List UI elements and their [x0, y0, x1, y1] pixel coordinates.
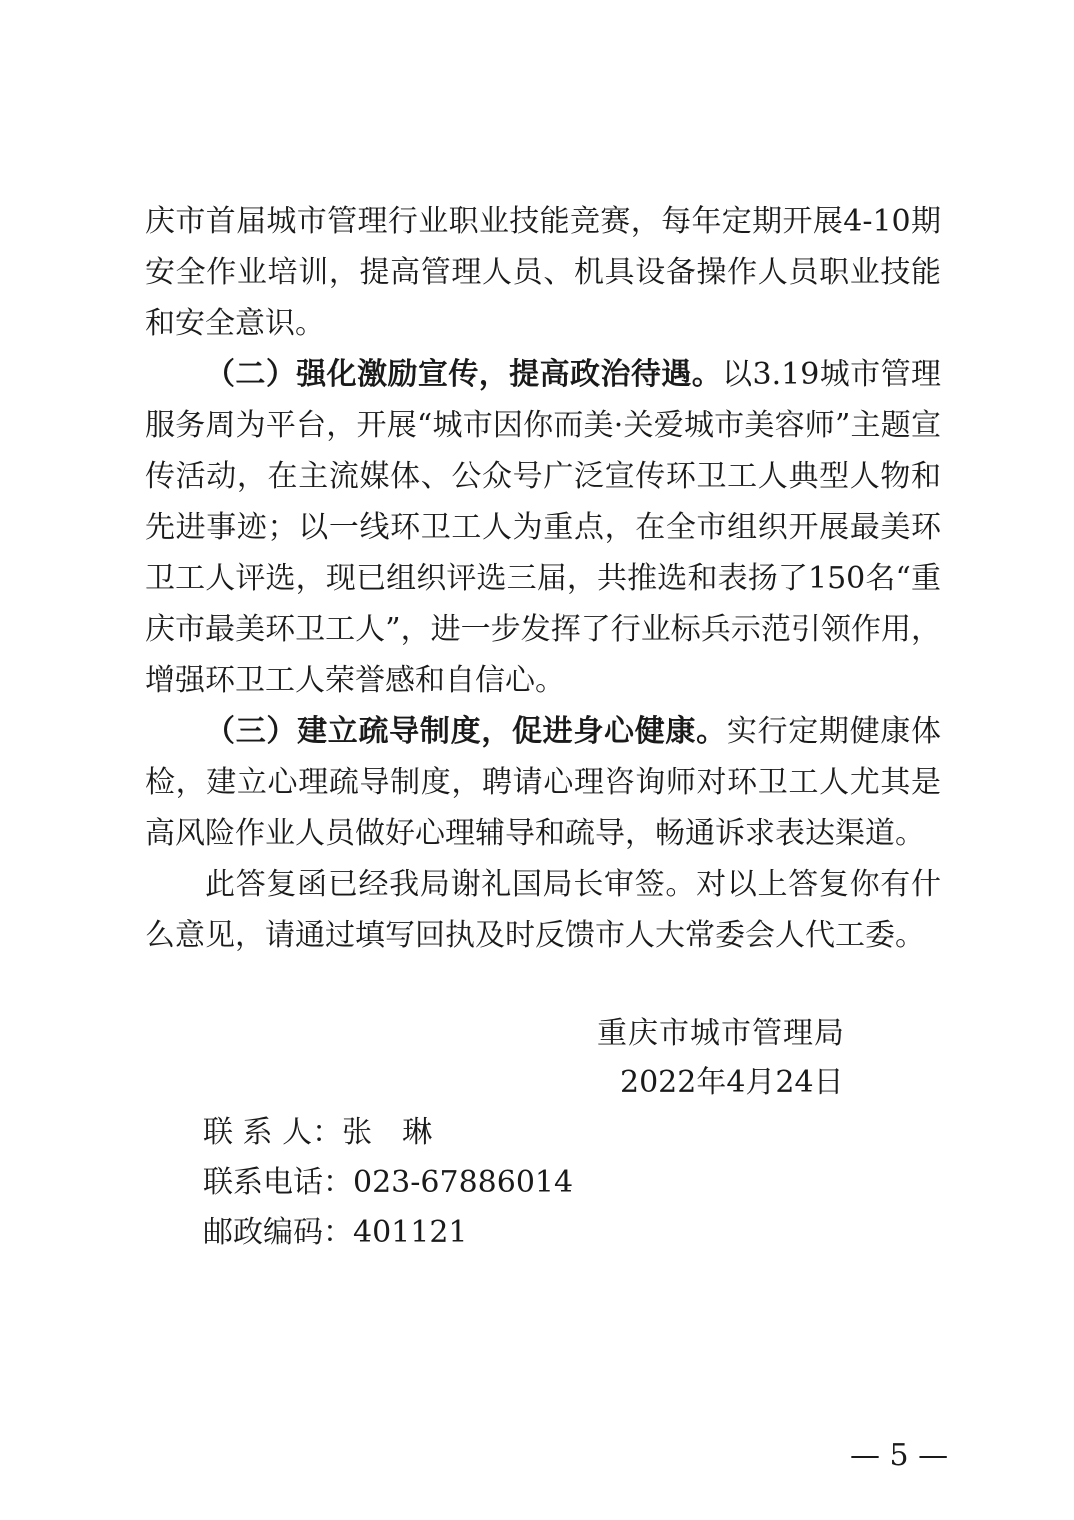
letter-body: [145, 196, 941, 961]
paragraph-counseling-text: 实行定期健康体检，建立心理疏导制度，聘请心理咨询师对环卫工人尤其是高风险作业人员做好心理辅导和疏导，畅通诉求表达渠道。: [145, 714, 942, 851]
paragraph-counseling: [145, 706, 941, 859]
paragraph-counseling-heading: （三）建立疏导制度，促进身心健康。: [205, 714, 727, 749]
paragraph-incentive-heading: （二）强化激励宣传，提高政治待遇。: [205, 357, 723, 392]
paragraph-incentive-text: 以3.19城市管理服务周为平台，开展“城市因你而美·关爱城市美容师”主题宣传活动，在主流媒体、公众号广泛宣传环卫工人典型人物和先进事迹；以一线环卫工人为重点，在全市组织开展最美环卫工人评选，现已组织评选三届，共推选和表扬了150名“重庆市最美环卫工人”，进一步发挥了行业标兵示范引领作用，增强环卫工人荣誉感和自信心。: [145, 357, 942, 698]
page-number: — 5 —: [850, 1438, 949, 1473]
contact-phone: 联系电话：023-67886014: [203, 1165, 574, 1200]
contact-postcode: 邮政编码：401121: [203, 1215, 468, 1250]
signature-organization: 重庆市城市管理局: [597, 1016, 845, 1051]
paragraph-closing: 此答复函已经我局谢礼国局长审签。对以上答复你有什么意见，请通过填写回执及时反馈市人大常委会人代工委。: [145, 867, 941, 953]
paragraph-incentive: [145, 349, 941, 706]
signature-date: 2022年4月24日: [620, 1065, 844, 1100]
contact-person: 联 系 人：张 琳: [203, 1115, 433, 1150]
paragraph-training: 庆市首届城市管理行业职业技能竞赛，每年定期开展4-10期安全作业培训，提高管理人员、机具设备操作人员职业技能和安全意识。: [145, 204, 941, 341]
